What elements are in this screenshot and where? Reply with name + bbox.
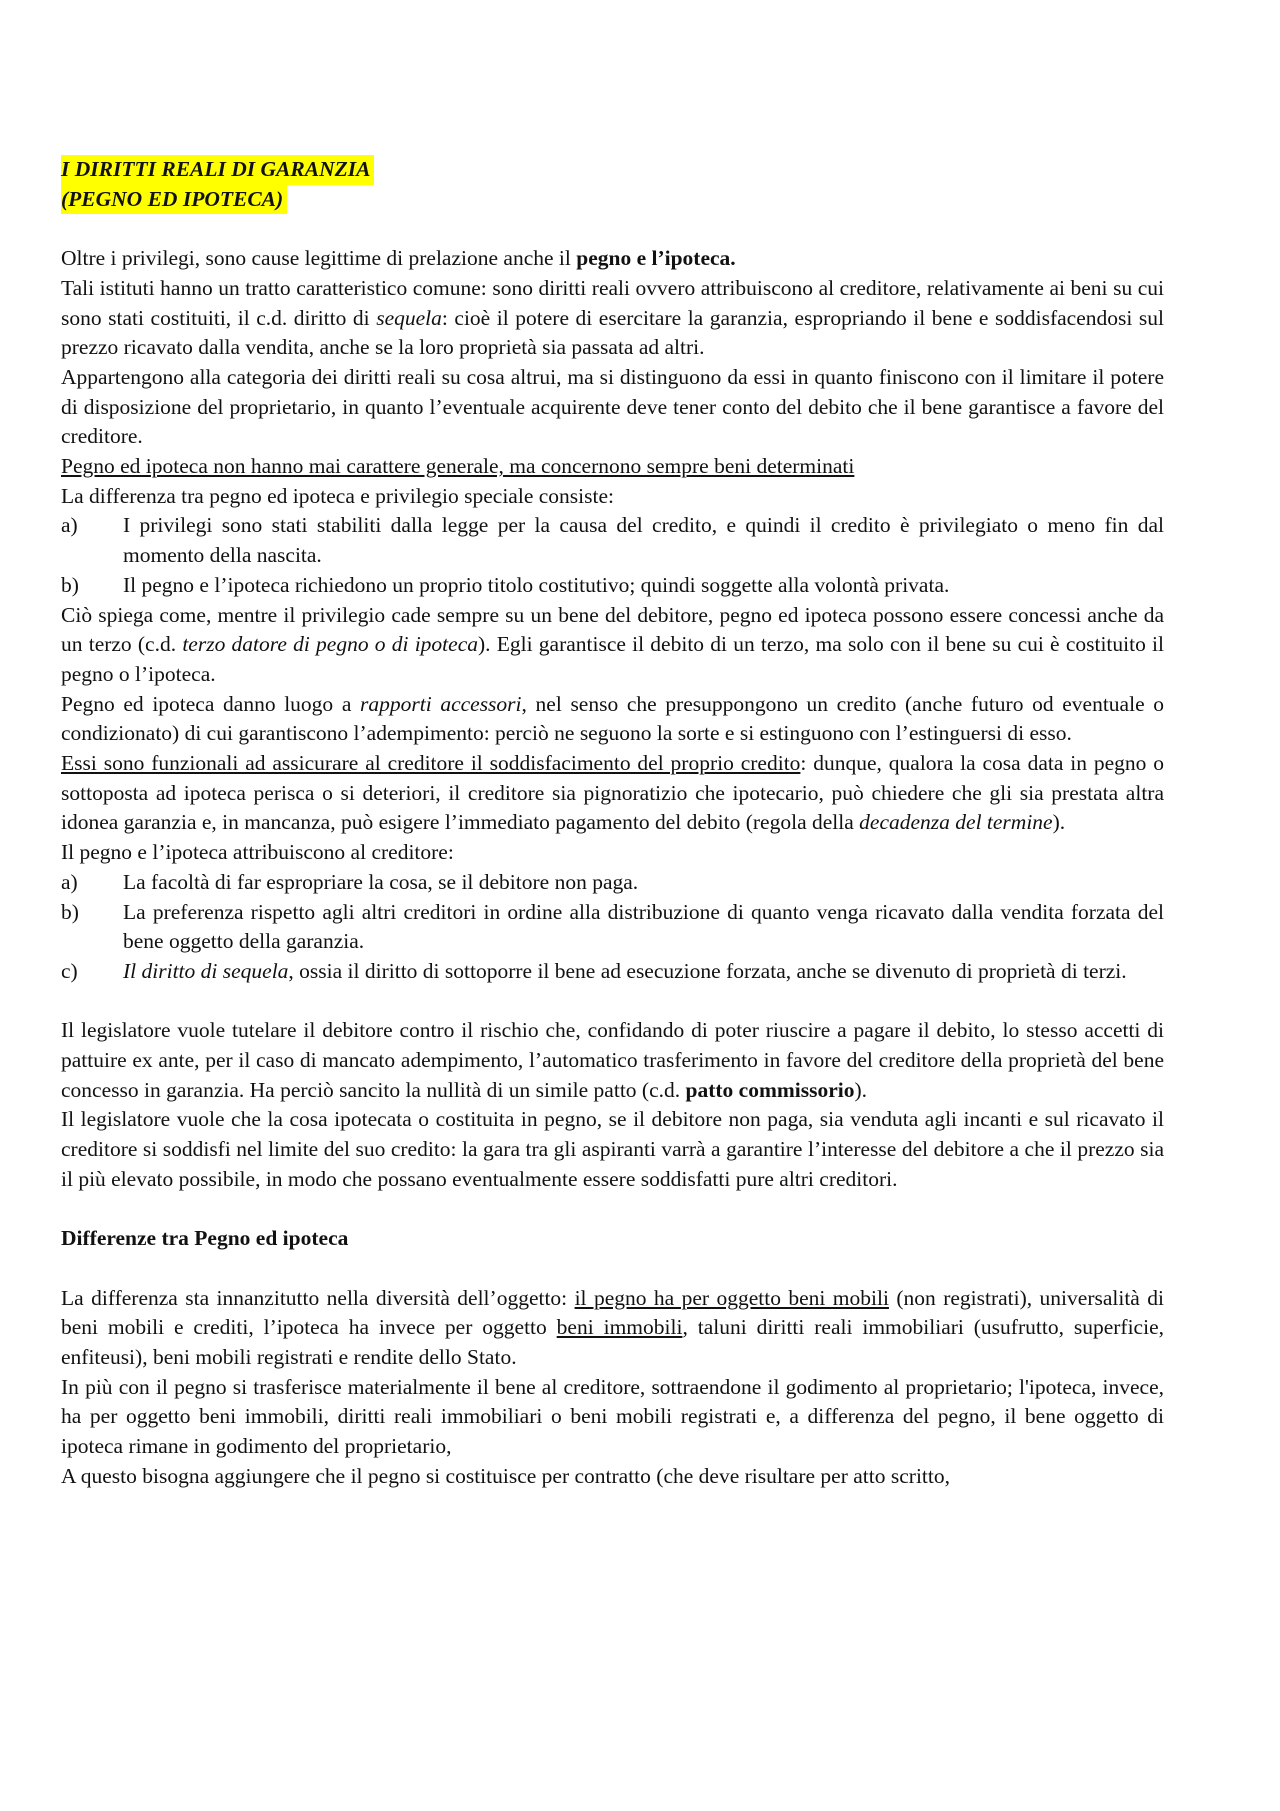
- italic-text: Il diritto di sequela: [123, 958, 289, 983]
- paragraph-category: Appartengono alla categoria dei diritti reali su cosa altrui, ma si distinguono da essi in quanto finiscono con il limitare il potere di disposizione del proprietario, in quanto l’eventuale acquirente deve tener conto del debito che il bene garantisce a favore del creditore.: [61, 364, 1164, 449]
- paragraph-attributes: Il pegno e l’ipoteca attribuiscono al creditore:: [61, 840, 454, 865]
- list-item: [61, 571, 1164, 601]
- list-marker: b): [61, 899, 79, 924]
- text: , ossia il diritto di sottoporre il bene ad esecuzione forzata, anche se divenuto di proprietà di terzi.: [288, 958, 1127, 983]
- italic-text: terzo datore di pegno o di ipoteca: [182, 632, 478, 657]
- list-item: [61, 957, 1164, 987]
- underlined-text: Essi sono funzionali ad assicurare al creditore il soddisfacimento del proprio credito: [61, 751, 801, 776]
- paragraph-possession: In più con il pegno si trasferisce materialmente il bene al creditore, sottraendone il godimento al proprietario; l'ipoteca, invece, ha per oggetto beni immobili, diritti reali immobiliari o beni mobili registrati e, a differenza del pegno, il bene oggetto di ipoteca rimane in godimento del proprietario,: [61, 1374, 1164, 1459]
- paragraph-common-trait: [61, 274, 1164, 363]
- italic-text: sequela: [376, 305, 442, 330]
- blank-line: [61, 1195, 1164, 1225]
- list-text: Il pegno e l’ipoteca richiedono un proprio titolo costitutivo; quindi soggette alla volontà privata.: [123, 572, 950, 597]
- underlined-text: beni immobili: [556, 1315, 683, 1340]
- text: La differenza sta innanzitutto nella diversità dell’oggetto:: [61, 1285, 575, 1310]
- text: (non registrati), universalità di beni mobili e crediti, l’ipoteca ha invece per oggetto: [61, 1285, 1164, 1340]
- text: Il legislatore vuole tutelare il debitore contro il rischio che, confidando di poter riuscire a pagare il debito, lo stesso accetti di pattuire ex ante, per il caso di mancato adempimento, l’automatico trasferimento in favore del creditore della proprietà del bene concesso in garanzia. Ha perciò sancito la nullità di un simile patto (c.d.: [61, 1018, 1164, 1102]
- paragraph-object-difference: [61, 1284, 1164, 1373]
- list-text: [123, 957, 1164, 987]
- text: ). Egli garantisce il debito di un terzo, ma solo con il bene su cui è costituito il pegno o l’ipoteca.: [61, 632, 1165, 686]
- list-marker: a): [61, 513, 78, 538]
- italic-text: decadenza del termine: [859, 810, 1053, 835]
- paragraph-third-party: [61, 601, 1164, 690]
- bold-text: patto commissorio: [685, 1077, 855, 1102]
- blank-line: [61, 214, 1164, 244]
- text: Oltre i privilegi, sono cause legittime di prelazione anche il: [61, 246, 577, 271]
- list-text: La preferenza rispetto agli altri creditori in ordine alla distribuzione di quanto venga ricavato dalla vendita forzata del bene oggetto della garanzia.: [123, 899, 1164, 954]
- text: Pegno ed ipoteca danno luogo a: [61, 691, 360, 716]
- text: Ciò spiega come, mentre il privilegio cade sempre su un bene del debitore, pegno ed ipoteca possono essere concessi anche da un terzo (c.d.: [61, 602, 1164, 657]
- underlined-text: il pegno ha per oggetto beni mobili: [574, 1285, 889, 1310]
- title-line-2: (PEGNO ED IPOTECA): [61, 185, 287, 215]
- title-block: [61, 155, 1164, 214]
- blank-line: [61, 987, 1164, 1017]
- list-item: [61, 511, 1164, 570]
- italic-text: rapporti accessori: [360, 691, 522, 716]
- paragraph-intro: [61, 244, 1164, 274]
- bold-text: pegno e l’ipoteca.: [576, 246, 736, 271]
- text: ).: [1052, 810, 1066, 835]
- text: ).: [854, 1077, 868, 1102]
- paragraph-difference: La differenza tra pegno ed ipoteca e privilegio speciale consiste:: [61, 483, 614, 508]
- blank-line: [61, 1254, 1164, 1284]
- paragraph-determined-goods: [61, 452, 1164, 482]
- list-item: [61, 898, 1164, 957]
- paragraph-auction: Il legislatore vuole che la cosa ipotecata o costituita in pegno, se il debitore non paga, sia venduta agli incanti e sul ricavato il creditore si soddisfi nel limite del suo credito: la gara tra gli aspiranti varrà a garantire l’interesse del debitore a che il prezzo sia il più elevato possibile, in modo che possano eventualmente essere soddisfatti pure altri creditori.: [61, 1107, 1164, 1191]
- text: : dunque, qualora la cosa data in pegno o sottoposta ad ipoteca perisca o si deteriori, il creditore sia pignoratizio che ipotecario, può chiedere che gli sia prestata altra idonea garanzia e, in mancanza, può esigere l’immediato pagamento del debito (regola della: [61, 751, 1165, 835]
- list-marker: c): [61, 958, 78, 983]
- list-item: [61, 868, 1164, 898]
- text: Tali istituti hanno un tratto caratteristico comune: sono diritti reali ovvero attribuiscono al creditore, relativamente ai beni su cui sono stati costituiti, il c.d. diritto di: [61, 275, 1164, 330]
- underlined-text: Pegno ed ipoteca non hanno mai carattere generale, ma concernono sempre beni determinati: [61, 454, 855, 479]
- paragraph-commissory-pact: [61, 1016, 1164, 1105]
- text: , nel senso che presuppongono un credito (anche futuro od eventuale o condizionato) di cui garantiscono l’adempimento: perciò ne seguono la sorte e si estinguono con l’estinguersi di esso.: [61, 691, 1164, 746]
- list-marker: a): [61, 869, 78, 894]
- list-difference: [61, 511, 1164, 600]
- list-marker: b): [61, 572, 79, 597]
- text: I privilegi sono stati stabiliti dalla legge per la causa del credito, e quindi il credito è privilegiato o meno fin dal momento della nascita.: [123, 513, 1164, 568]
- section-heading: Differenze tra Pegno ed ipoteca: [61, 1226, 349, 1251]
- list-text: [123, 511, 1164, 570]
- list-attributes: [61, 868, 1164, 987]
- paragraph-functional: [61, 749, 1164, 838]
- paragraph-contract: A questo bisogna aggiungere che il pegno si costituisce per contratto (che deve risultare per atto scritto,: [61, 1463, 950, 1488]
- paragraph-accessory: [61, 690, 1164, 749]
- list-text: La facoltà di far espropriare la cosa, se il debitore non paga.: [123, 869, 639, 894]
- text: , taluni diritti reali immobiliari (usufrutto, superficie, enfiteusi), beni mobili registrati e rendite dello Stato.: [61, 1315, 1164, 1370]
- title-line-1: I DIRITTI REALI DI GARANZIA: [61, 155, 374, 185]
- text: : cioè il potere di esercitare la garanzia, espropriando il bene e soddisfacendosi sul prezzo ricavato dalla vendita, anche se la loro proprietà sia passata ad altri.: [61, 305, 1164, 360]
